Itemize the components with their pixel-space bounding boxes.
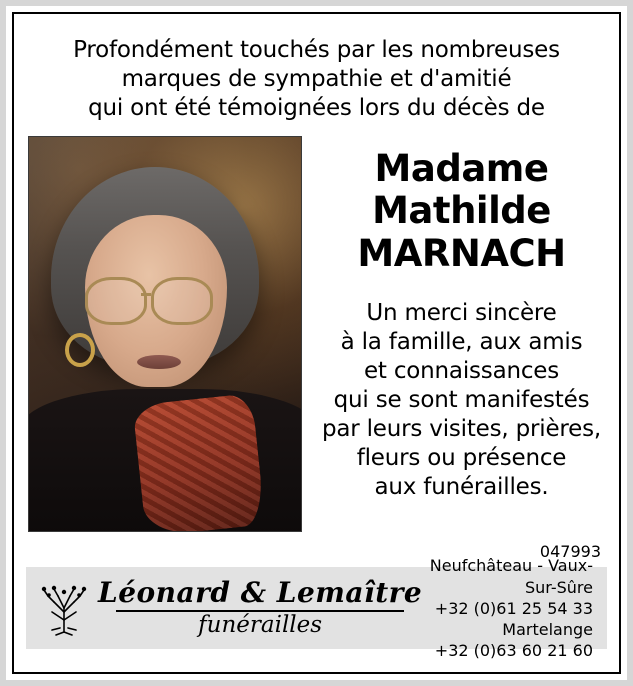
portrait-photo xyxy=(28,136,302,532)
funeral-home-subtitle: funérailles xyxy=(198,612,323,639)
funeral-home-footer xyxy=(26,556,607,660)
reference-number: 047993 xyxy=(539,542,601,562)
thanks-line-3: et connaissances xyxy=(363,357,560,384)
notice-inner-frame xyxy=(12,12,621,674)
deceased-first-name: Mathilde xyxy=(372,189,551,233)
deceased-title: Madame xyxy=(374,147,549,191)
photo-scarf xyxy=(132,393,265,532)
contact-line-3: Martelange xyxy=(502,619,593,639)
deceased-last-name: MARNACH xyxy=(357,231,566,275)
thanks-line-4: qui se sont manifestés xyxy=(333,386,590,413)
thanks-line-5: par leurs visites, prières, xyxy=(321,415,602,442)
thanks-line-2: à la famille, aux amis xyxy=(340,328,583,355)
thanks-line-7: aux funérailles. xyxy=(374,473,549,500)
intro-line-1: Profondément touchés par les nombreuses xyxy=(73,37,560,63)
photo-column xyxy=(28,136,304,532)
funeral-home-contact xyxy=(422,555,597,661)
funeral-home-name-block xyxy=(92,576,423,639)
contact-line-4: +32 (0)63 60 21 60 xyxy=(434,640,593,660)
tree-icon xyxy=(36,578,92,638)
funeral-home-name: Léonard & Lemaître xyxy=(98,576,423,610)
thanks-line-6: fleurs ou présence xyxy=(356,444,567,471)
funeral-home-logo xyxy=(36,578,422,638)
photo-glasses-left xyxy=(85,277,147,325)
intro-line-3: qui ont été témoignées lors du décès de xyxy=(88,94,545,121)
intro-line-2: marques de sympathie et d'amitié xyxy=(121,65,512,92)
text-column xyxy=(304,136,605,501)
contact-line-1: Neufchâteau - Vaux-Sur-Sûre xyxy=(429,556,593,597)
deceased-name xyxy=(318,136,605,275)
intro-text xyxy=(14,14,619,132)
thanks-text xyxy=(318,275,605,502)
thanks-line-1: Un merci sincère xyxy=(366,299,557,326)
contact-line-2: +32 (0)61 25 54 33 xyxy=(434,598,593,618)
photo-glasses-bridge xyxy=(141,293,151,296)
photo-glasses-right xyxy=(151,277,213,325)
notice-body xyxy=(14,132,619,532)
